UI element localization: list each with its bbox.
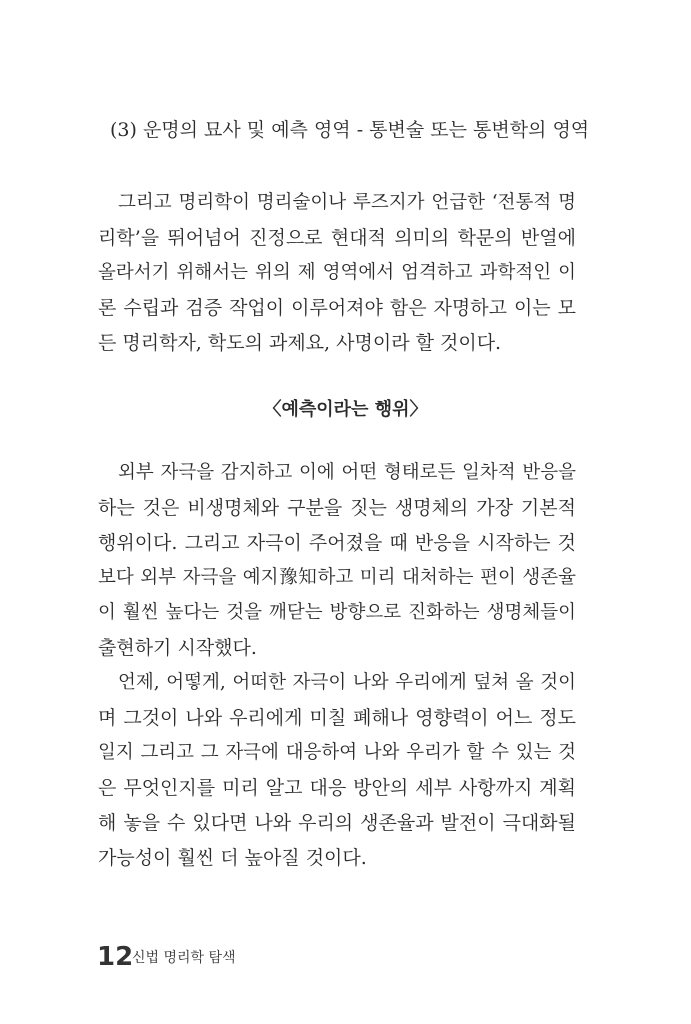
subheading: 〈예측이라는 행위〉 <box>263 399 428 420</box>
paragraph-2-line-1: 외부 자극을 감지하고 이에 어떤 형태로든 일차적 반응을 <box>118 462 576 483</box>
paragraph-3-line-2: 며 그것이 나와 우리에게 미칠 폐해나 영향력이 어느 정도 <box>98 707 576 729</box>
paragraph-3-line-5: 해 놓을 수 있다면 나와 우리의 생존율과 발전이 극대화될 <box>98 812 576 834</box>
paragraph-3-line-1: 언제, 어떻게, 어떠한 자극이 나와 우리에게 덮쳐 올 것이 <box>118 672 576 693</box>
paragraph-2-line-3: 행위이다. 그리고 자극이 주어졌을 때 반응을 시작하는 것 <box>98 532 576 554</box>
paragraph-3-line-3: 일지 그리고 그 자극에 대응하여 나와 우리가 할 수 있는 것 <box>98 742 576 763</box>
paragraph-2-line-2: 하는 것은 비생명체와 구분을 짓는 생명체의 가장 기본적 <box>98 497 576 519</box>
paragraph-3-line-4: 은 무엇인지를 미리 알고 대응 방안의 세부 사항까지 계획 <box>98 777 576 799</box>
paragraph-2-line-4: 보다 외부 자극을 예지豫知하고 미리 대처하는 편이 생존율 <box>98 567 576 588</box>
paragraph-1-line-5: 든 명리학자, 학도의 과제요, 사명이라 할 것이다. <box>98 332 502 354</box>
paragraph-1-line-2: 리학’을 뛰어넘어 진정으로 현대적 의미의 학문의 반열에 <box>98 227 576 249</box>
paragraph-1-line-3: 올라서기 위해서는 위의 제 영역에서 엄격하고 과학적인 이 <box>98 262 576 283</box>
paragraph-3-line-6: 가능성이 훨씬 더 높아질 것이다. <box>98 847 367 869</box>
paragraph-2-line-5: 이 훨씬 높다는 것을 깨닫는 방향으로 진화하는 생명체들이 <box>98 602 576 623</box>
paragraph-1-line-1: 그리고 명리학이 명리술이나 루즈지가 언급한 ‘전통적 명 <box>118 192 576 213</box>
paragraph-2-line-6: 출현하기 시작했다. <box>98 637 257 659</box>
paragraph-1-line-4: 론 수립과 검증 작업이 이루어져야 함은 자명하고 이는 모 <box>98 297 576 319</box>
section-heading: (3) 운명의 묘사 및 예측 영역 - 통변술 또는 통변학의 영역 <box>110 119 590 141</box>
book-title: 신법 명리학 탐색 <box>132 950 236 966</box>
page-number: 12 <box>97 942 134 972</box>
